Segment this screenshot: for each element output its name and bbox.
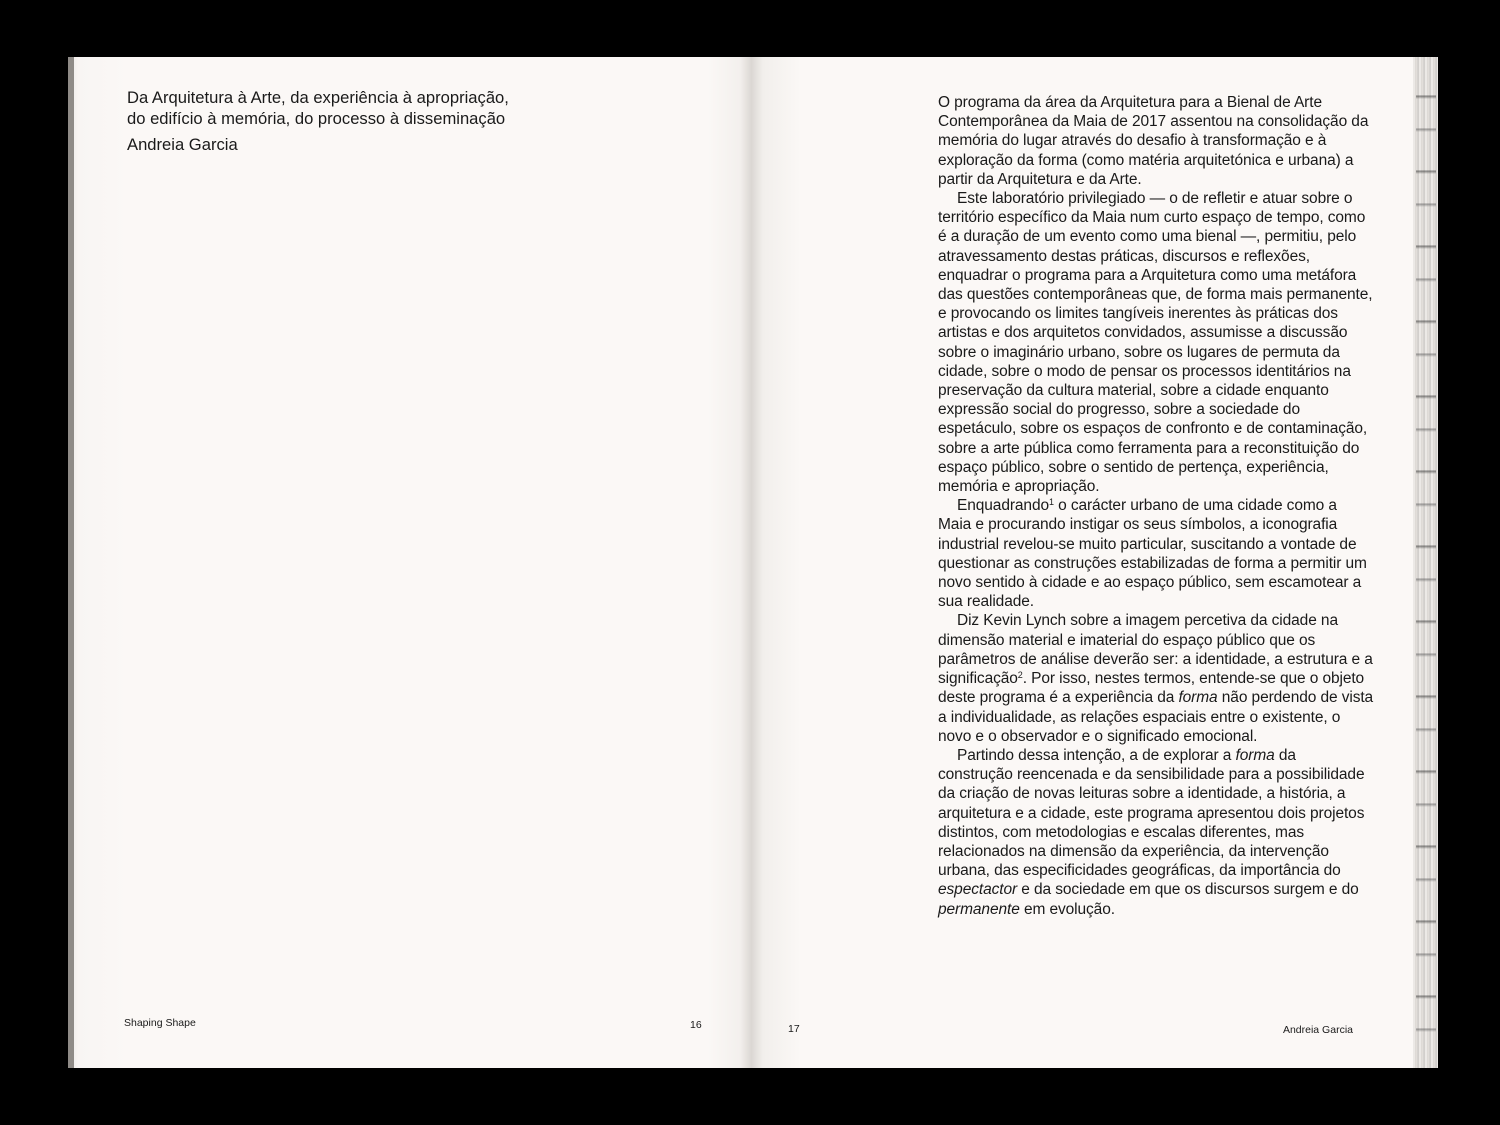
body-paragraph <box>938 189 1374 496</box>
body-paragraph <box>938 93 1374 189</box>
left-page <box>68 57 751 1068</box>
footnote-marker: 2 <box>1017 670 1023 681</box>
emphasized-text: espectactor <box>938 881 1018 899</box>
essay-title-line-2: do edifício à memória, do processo à disseminação <box>127 109 506 128</box>
paragraph-text: o carácter urbano de uma cidade como a Maia e procurando instigar os seus símbolos, a iconografia industrial revelou-se muito particular, suscitando a vontade de questionar as construções estabilizadas de forma a permitir um novo sentido à cidade e ao espaço público, sem escamotear a sua realidade. <box>938 497 1367 611</box>
essay-body <box>938 93 1374 919</box>
emphasized-text: forma <box>1178 689 1218 707</box>
paragraph-text: da construção reencenada e da sensibilidade para a possibilidade da criação de novas leituras sobre a identidade, a história, a arquitetura e a cidade, este programa apresentou dois projetos distintos, com metodologias e escalas diferentes, mas relacionados na dimensão da experiência, da intervenção urbana, das especificidades geográficas, da importância do <box>938 746 1365 880</box>
paragraph-text: O programa da área da Arquitetura para a Bienal de Arte Contemporânea da Maia de 2017 assentou na consolidação da memória do lugar através do desafio à transformação e à exploração da forma (como matéria arquitetónica e urbana) a partir da Arquitetura e da Arte. <box>938 94 1369 188</box>
page-number-right: 17 <box>788 1023 800 1035</box>
paragraph-text: em evolução. <box>1019 900 1115 918</box>
body-paragraph <box>938 496 1374 611</box>
essay-title-line-1: Da Arquitetura à Arte, da experiência à apropriação, <box>127 88 509 107</box>
footnote-marker: 1 <box>1048 497 1054 508</box>
paragraph-text: e da sociedade em que os discursos surgem e do <box>1017 881 1359 899</box>
paragraph-text: Este laboratório privilegiado — o de refletir e atuar sobre o território específico da Maia num curto espaço de tempo, como é a duração de um evento como uma bienal —, permitiu, pelo atravessamento destas práticas, discursos e reflexões, enquadrar o programa para a Arquitetura como uma metáfora das questões contemporâneas que, de forma mais permanente, e provocando os limites tangíveis inerentes às práticas dos artistas e dos arquitetos convidados, assumisse a discussão sobre o imaginário urbano, sobre os lugares de permuta da cidade, sobre o modo de pensar os processos identitários na preservação da cultura material, sobre a cidade enquanto expressão social do progresso, sobre a sociedade do espetáculo, sobre os espaços de confronto e de contaminação, sobre a arte pública como ferramenta para a reconstituição do espaço público, sobre o sentido de pertença, experiência, memória e apropriação. <box>938 190 1373 496</box>
body-paragraph <box>938 746 1374 919</box>
right-page <box>751 57 1419 1068</box>
book-spread <box>68 57 1438 1068</box>
page-number-left: 16 <box>690 1019 702 1031</box>
page-edge-marks <box>1416 57 1436 1068</box>
paragraph-text: . Por isso, nestes termos, entende-se que o objeto deste programa é a experiência da <box>938 670 1365 707</box>
emphasized-text: permanente <box>938 900 1020 918</box>
paragraph-text: não perdendo de vista a individualidade, as relações espaciais entre o existente, o novo e o observador e o significado emocional. <box>938 689 1374 745</box>
paragraph-text: Diz Kevin Lynch sobre a imagem percetiva da cidade na dimensão material e imaterial do espaço público que os parâmetros de análise deverão ser: a identidade, a estrutura e a significação <box>938 612 1373 688</box>
paragraph-text: Enquadrando <box>957 497 1049 515</box>
running-author: Andreia Garcia <box>1282 1024 1353 1036</box>
paragraph-text: Partindo dessa intenção, a de explorar a <box>957 746 1236 764</box>
essay-title <box>127 87 607 129</box>
emphasized-text: forma <box>1235 746 1275 764</box>
body-paragraph <box>938 611 1374 745</box>
page-shadow <box>68 57 74 1068</box>
running-title: Shaping Shape <box>124 1017 196 1029</box>
essay-author: Andreia Garcia <box>127 135 238 154</box>
